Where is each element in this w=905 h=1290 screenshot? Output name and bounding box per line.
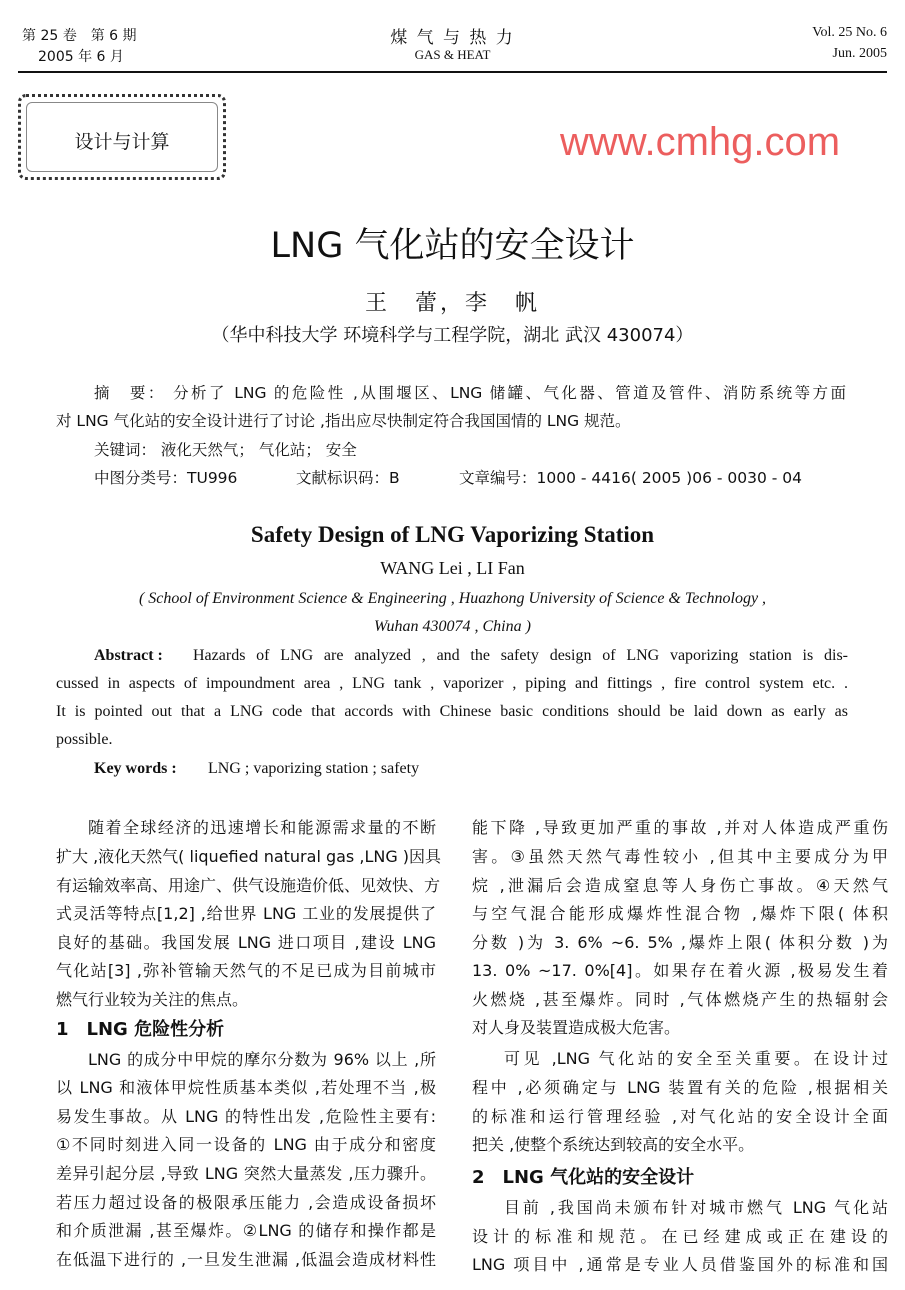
body-text-line: 分数 )为 3. 6% ~6. 5% ,爆炸上限( 体积分数 )为 [472,933,888,952]
clc-number: 中图分类号：TU996 [94,469,238,487]
abstract-en-line: Hazards of LNG are analyzed , and the safety design of LNG vaporizing station is dis- [193,647,848,664]
affiliation: （华中科技大学 环境科学与工程学院，湖北 武汉 430074） [211,325,694,346]
body-text-line: 若压力超过设备的极限承压能力 ,会造成设备损坏 [56,1193,436,1212]
english-title: Safety Design of LNG Vaporizing Station [250,522,655,547]
issue-date: 2005 年 6 月 [38,49,124,65]
body-text-line: 害。③虽然天然气毒性较小 ,但其中主要成分为甲 [472,847,888,866]
section-label-ornament [18,94,226,180]
abstract-cn-line: 摘 要： 分析了 LNG 的危险性 ,从围堰区、LNG 储罐、气化器、管道及管件、消防系统等方面 [94,384,846,402]
body-text-line: 与空气混合能形成爆炸性混合物 ,爆炸下限( 体积 [472,904,888,923]
volume-issue: 第 25 卷 第 6 期 [22,28,137,44]
abstract-cn-line: 对 LNG 气化站的安全设计进行了讨论 ,指出应尽快制定符合我国国情的 LNG 规范。 [56,412,631,430]
english-affiliation: ( School of Environment Science & Engineering , Huazhong University of Science & Technology , [138,590,767,607]
abstract-en-line: possible. [56,731,113,748]
body-text-line: 燃气行业较为关注的焦点。 [56,990,249,1009]
journal-name: 煤 气 与 热 力 [390,28,515,48]
body-text-line: 气化站[3] ,弥补管输天然气的不足已成为目前城市 [56,961,436,980]
body-text-line: 的标准和运行管理经验 ,对气化站的安全设计全面 [472,1107,888,1126]
body-text-line: 程中 ,必须确定与 LNG 装置有关的危险 ,根据相关 [472,1078,888,1097]
body-text-line: 在低温下进行的 ,一旦发生泄漏 ,低温会造成材料性 [56,1250,436,1269]
body-text-line: 式灵活等特点[1,2] ,给世界 LNG 工业的发展提供了 [56,904,436,923]
body-text-line: 对人身及装置造成极大危害。 [472,1018,681,1037]
body-text-line: 良好的基础。我国发展 LNG 进口项目 ,建设 LNG [56,933,436,952]
section-heading: 1 LNG 危险性分析 [56,1019,225,1040]
body-text-line: 随着全球经济的迅速增长和能源需求量的不断 [88,818,436,837]
body-text-line: 可见 ,LNG 气化站的安全至关重要。在设计过 [504,1049,888,1068]
article-number: 文章编号：1000 - 4416( 2005 )06 - 0030 - 04 [459,469,803,487]
abstract-en-line: cussed in aspects of impoundment area , LNG tank , vaporizer , piping and fittings , fire control system etc. . [56,675,848,692]
english-authors: WANG Lei , LI Fan [380,558,525,578]
abstract-label: Abstract : [94,647,163,664]
watermark: www.cmhg.com [560,120,841,164]
body-text-line: LNG 项目中 ,通常是专业人员借鉴国外的标准和国 [472,1255,888,1274]
body-text-line: 差异引起分层 ,导致 LNG 突然大量蒸发 ,压力骤升。 [56,1164,436,1183]
authors: 王 蕾，李 帆 [364,291,540,316]
paper-title: LNG 气化站的安全设计 [270,226,635,266]
keywords-cn: 关键词： 液化天然气； 气化站； 安全 [94,441,357,459]
section-label: 设计与计算 [74,131,170,153]
header-rule [18,71,887,73]
section-heading: 2 LNG 气化站的安全设计 [472,1167,695,1188]
body-text-line: 烷 ,泄漏后会造成窒息等人身伤亡事故。④天然气 [472,876,888,895]
keywords-en: LNG ; vaporizing station ; safety [208,760,420,777]
abstract-en-line: It is pointed out that a LNG code that accords with Chinese basic conditions should be laid down as early as [56,703,848,720]
body-text-line: 能下降 ,导致更加严重的事故 ,并对人体造成严重伤 [472,818,888,837]
body-text-line: 目前 ,我国尚未颁布针对城市燃气 LNG 气化站 [504,1198,888,1217]
body-text-line: 易发生事故。从 LNG 的特性出发 ,危险性主要有: [56,1107,436,1126]
journal-name-en: GAS & HEAT [414,47,491,62]
body-text-line: 设计的标准和规范。在已经建成或正在建设的 [472,1227,888,1246]
body-text-line: 扩大 ,液化天然气( liquefied natural gas ,LNG )因具 [56,847,442,866]
body-text-line: 和介质泄漏 ,甚至爆炸。②LNG 的储存和操作都是 [56,1221,436,1240]
keywords-label: Key words : [94,760,177,777]
english-affiliation: Wuhan 430074 , China ) [374,618,531,635]
body-text-line: LNG 的成分中甲烷的摩尔分数为 96% 以上 ,所 [88,1050,436,1069]
body-text-line: 以 LNG 和液体甲烷性质基本类似 ,若处理不当 ,极 [56,1078,436,1097]
volume-en: Vol. 25 No. 6 [812,25,887,40]
body-text-line: 13. 0% ~17. 0%[4]。如果存在着火源 ,极易发生着 [472,961,888,980]
body-text-line: 有运输效率高、用途广、供气设施造价低、见效快、方 [56,876,441,895]
date-en: Jun. 2005 [832,46,887,61]
body-text-line: ①不同时刻进入同一设备的 LNG 由于成分和密度 [56,1135,436,1154]
document-code: 文献标识码：B [296,469,400,487]
body-text-line: 把关 ,使整个系统达到较高的安全水平。 [472,1135,755,1154]
body-text-line: 火燃烧 ,甚至爆炸。同时 ,气体燃烧产生的热辐射会 [472,990,888,1009]
